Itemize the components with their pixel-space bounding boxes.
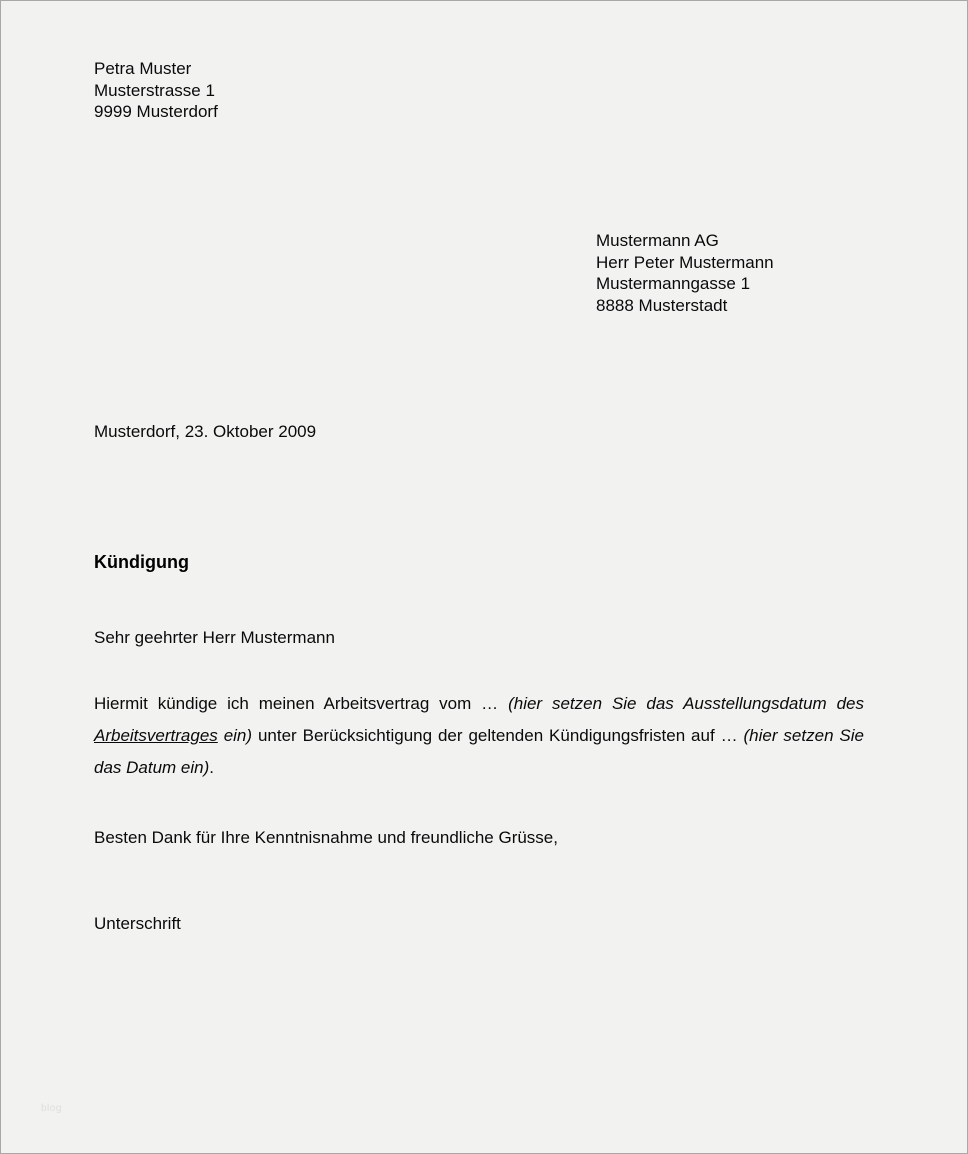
recipient-street: Mustermanngasse 1: [596, 274, 751, 293]
body-text-segment: Hiermit kündige ich meinen Arbeitsvertrag vom …: [94, 694, 509, 713]
body-text-segment-2: unter Berücksichtigung der geltenden Kündigungsfristen auf …: [252, 726, 744, 745]
closing-line: Besten Dank für Ihre Kenntnisnahme und freundliche Grüsse,: [94, 828, 558, 847]
recipient-company: Mustermann AG: [596, 231, 719, 250]
subject-heading: Kündigung: [94, 552, 189, 572]
sender-name: Petra Muster: [94, 59, 192, 78]
sender-address-block: [94, 58, 218, 123]
body-period: .: [209, 758, 215, 777]
signature-label: Unterschrift: [94, 914, 181, 933]
sender-street: Musterstrasse 1: [94, 80, 215, 100]
recipient-address-block: [596, 230, 774, 316]
body-underlined-term: Arbeitsvertrages: [94, 726, 218, 745]
body-placeholder-hint: (hier setzen Sie das Ausstellungsdatum des: [508, 694, 864, 713]
date-line: Musterdorf, 23. Oktober 2009: [94, 422, 317, 441]
recipient-name: Herr Peter Mustermann: [596, 252, 774, 272]
body-paragraph: [94, 688, 864, 784]
salutation-line: Sehr geehrter Herr Mustermann: [94, 628, 335, 647]
watermark-text: blog: [41, 1103, 62, 1114]
body-placeholder-hint-2: (hier setzen Sie das Datum ein): [94, 726, 864, 777]
sender-city: 9999 Musterdorf: [94, 102, 218, 121]
body-placeholder-hint-end: ein): [217, 726, 253, 745]
recipient-city: 8888 Musterstadt: [596, 295, 728, 315]
